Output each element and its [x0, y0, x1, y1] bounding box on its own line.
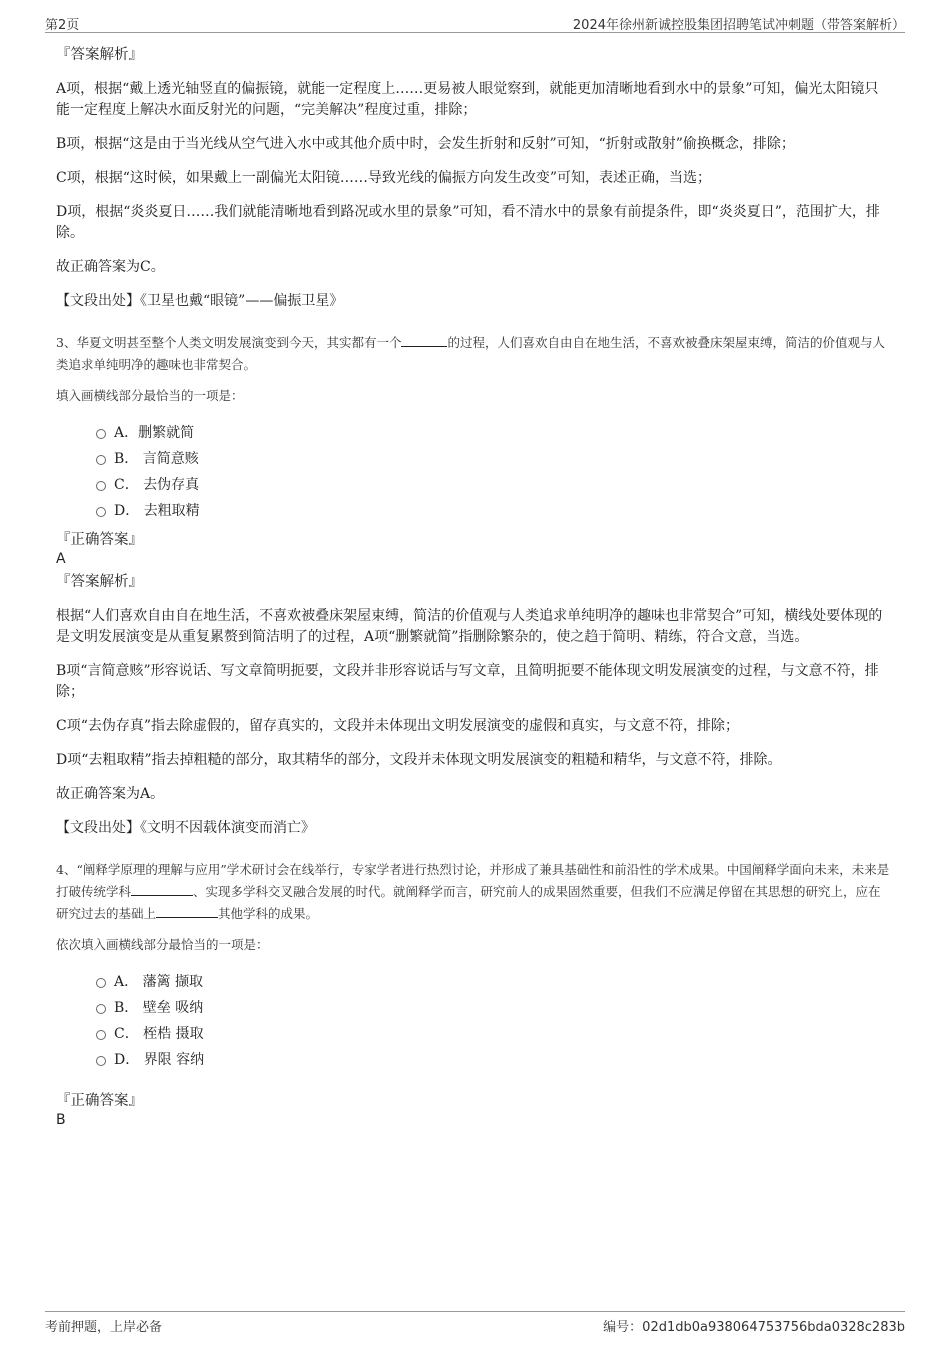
- radio-icon[interactable]: [96, 1004, 106, 1014]
- q4-option-d[interactable]: D． 界限 容纳: [96, 1047, 891, 1073]
- radio-icon[interactable]: [96, 429, 106, 439]
- footer-code: 编号：02d1db0a938064753756bda0328c283b: [603, 1320, 905, 1335]
- q2-conclusion: 故正确答案为C。: [56, 259, 165, 275]
- q2-analysis-a: A项，根据“戴上透光轴竖直的偏振镜，就能一定程度上……更易被人眼觉察到，就能更加清晰地看到水中的景象”可知，偏光太阳镜只能一定程度上解决水面反射光的问题，“完美解决”程度过重，排除；: [56, 81, 879, 118]
- q3-options: [96, 420, 891, 524]
- footer-slogan: 考前押题，上岸必备: [45, 1320, 163, 1335]
- q3-option-c[interactable]: C． 去伪存真: [96, 472, 891, 498]
- q2-analysis-c: C项，根据“这时候，如果戴上一副偏光太阳镜……导致光线的偏振方向发生改变”可知，表述正确，当选；: [56, 170, 712, 186]
- q3-option-d[interactable]: D． 去粗取精: [96, 498, 891, 524]
- q4-instruction: 依次填入画横线部分最恰当的一项是：: [56, 937, 269, 952]
- q3-option-a[interactable]: A．删繁就简: [96, 420, 891, 446]
- radio-icon[interactable]: [96, 507, 106, 517]
- q4-options: [96, 969, 891, 1073]
- q4-question: 4、“阐释学原理的理解与应用”学术研讨会在线举行，专家学者进行热烈讨论，并形成了兼具基础性和前沿性的学术成果。中国阐释学面向未来，未来是打破传统学科 、实现多学科交叉融合发展的时代。就阐释学而言，研究前人的成果固然重要，但我们不应满足停留在其思想的研究上，应在研究过去的基础上 其他学科的成果。: [56, 862, 890, 921]
- q3-analysis-b: B项“言简意赅”形容说话、写文章简明扼要，文段并非形容说话与写文章，且简明扼要不能体现文明发展演变的过程，与文意不符，排除；: [56, 663, 879, 700]
- q4-option-b[interactable]: B． 壁垒 吸纳: [96, 995, 891, 1021]
- radio-icon[interactable]: [96, 481, 106, 491]
- q3-correct-label: 『正确答案』: [56, 532, 143, 548]
- page-footer: [45, 1311, 905, 1334]
- radio-icon[interactable]: [96, 1056, 106, 1066]
- radio-icon[interactable]: [96, 455, 106, 465]
- q3-source: 【文段出处】《文明不因载体演变而消亡》: [56, 820, 315, 836]
- q3-option-b[interactable]: B． 言简意赅: [96, 446, 891, 472]
- q2-analysis-b: B项，根据“这是由于当光线从空气进入水中或其他介质中时，会发生折射和反射”可知，“折射或散射”偷换概念，排除；: [56, 136, 795, 152]
- q3-question: 3、华夏文明甚至整个人类文明发展演变到今天，其实都有一个 的过程，人们喜欢自由自在地生活，不喜欢被叠床架屋束缚，简洁的价值观与人类追求单纯明净的趣味也非常契合。: [56, 332, 891, 376]
- q2-source: 【文段出处】《卫星也戴“眼镜”——偏振卫星》: [56, 293, 344, 309]
- q4-blank-2: [156, 903, 218, 918]
- q4-option-c[interactable]: C． 桎梏 摄取: [96, 1021, 891, 1047]
- q3-analysis-label: 『答案解析』: [56, 574, 143, 590]
- q3-analysis-d: D项“去粗取精”指去掉粗糙的部分，取其精华的部分，文段并未体现文明发展演变的粗糙和精华，与文意不符，排除。: [56, 752, 782, 768]
- q4-correct-answer: B: [56, 1112, 66, 1128]
- q4-correct-label: 『正确答案』: [56, 1093, 143, 1109]
- page-number: 第2页: [45, 18, 80, 33]
- q3-correct-answer: A: [56, 551, 66, 567]
- q4-option-a[interactable]: A． 藩篱 撷取: [96, 969, 891, 995]
- q3-analysis-c: C项“去伪存真”指去除虚假的，留存真实的，文段并未体现出文明发展演变的虚假和真实，与文意不符，排除；: [56, 718, 740, 734]
- q3-conclusion: 故正确答案为A。: [56, 786, 165, 802]
- q4-blank-1: [131, 881, 193, 896]
- q3-instruction: 填入画横线部分最恰当的一项是：: [56, 388, 244, 403]
- radio-icon[interactable]: [96, 978, 106, 988]
- page-content: [56, 45, 891, 1133]
- q2-analysis-label: 『答案解析』: [56, 47, 143, 63]
- document-title: 2024年徐州新诚控股集团招聘笔试冲刺题（带答案解析）: [572, 18, 905, 33]
- q3-blank: [401, 332, 447, 347]
- page-header: [45, 12, 905, 33]
- radio-icon[interactable]: [96, 1030, 106, 1040]
- q2-analysis-d: D项，根据“炎炎夏日……我们就能清晰地看到路况或水里的景象”可知，看不清水中的景象有前提条件，即“炎炎夏日”，范围扩大，排除。: [56, 204, 880, 241]
- q3-analysis-main: 根据“人们喜欢自由自在地生活，不喜欢被叠床架屋束缚，简洁的价值观与人类追求单纯明净的趣味也非常契合”可知，横线处要体现的是文明发展演变是从重复累赘到简洁明了的过程，A项“删繁就简”指删除繁杂的，使之趋于简明、精练，符合文意，当选。: [56, 608, 883, 645]
